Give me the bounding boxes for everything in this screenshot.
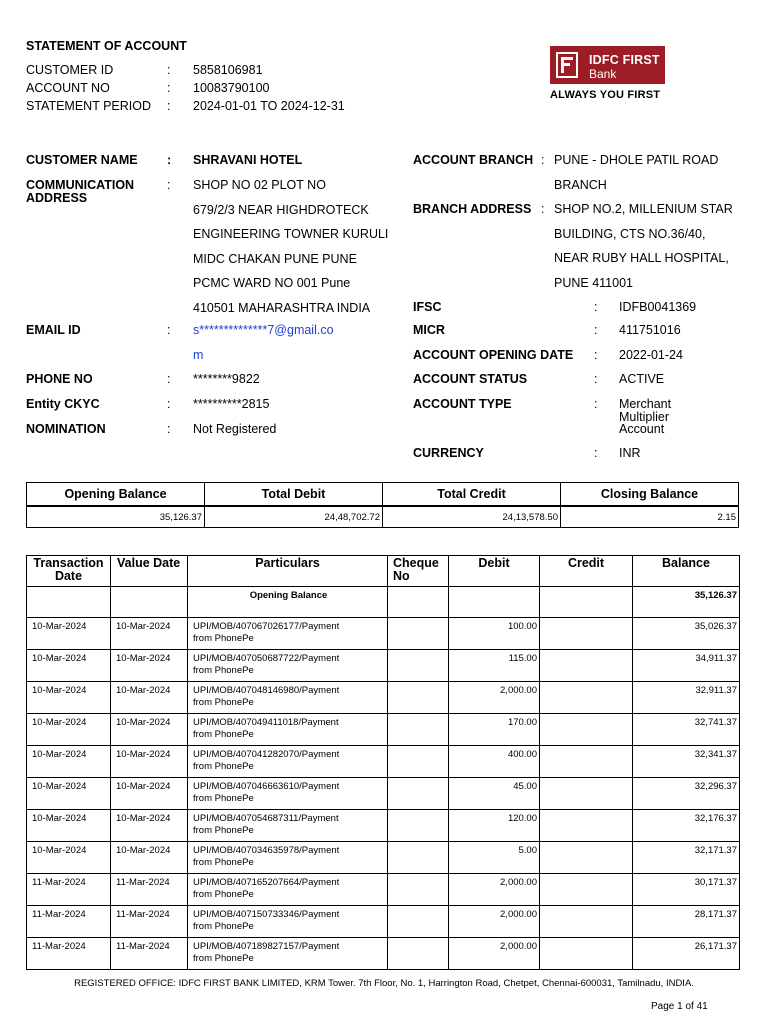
value-date: 10-Mar-2024 — [111, 810, 188, 842]
debit-amount: 2,000.00 — [449, 906, 540, 938]
balance-amount: 32,176.37 — [633, 810, 740, 842]
table-row — [27, 842, 740, 874]
colon: : — [167, 81, 171, 95]
particulars — [188, 746, 388, 778]
summary-values-row — [27, 506, 739, 528]
value-date: 10-Mar-2024 — [111, 682, 188, 714]
value-date: 10-Mar-2024 — [111, 714, 188, 746]
colon: : — [167, 153, 172, 167]
colon: : — [167, 323, 171, 337]
col-header-cheque-no: Cheque No — [388, 556, 449, 587]
statement-title: STATEMENT OF ACCOUNT — [26, 39, 187, 53]
cheque-no — [388, 746, 449, 778]
particulars-line: from PhonePe — [193, 857, 254, 868]
transaction-date: 10-Mar-2024 — [27, 618, 111, 650]
statement-period-row — [26, 99, 406, 117]
address-line: 410501 MAHARASHTRA INDIA — [193, 300, 371, 315]
transactions-table — [26, 555, 740, 970]
cheque-no — [388, 714, 449, 746]
micr-label: MICR — [413, 323, 445, 337]
debit-amount: 45.00 — [449, 778, 540, 810]
particulars-line: UPI/MOB/407048146980/Payment — [193, 685, 340, 696]
branch-address-line: BUILDING, CTS NO.36/40, — [554, 226, 706, 241]
particulars-line: UPI/MOB/407165207664/Payment — [193, 877, 340, 888]
particulars-line: from PhonePe — [193, 825, 254, 836]
debit-amount: 400.00 — [449, 746, 540, 778]
branch-address-value — [554, 197, 733, 295]
debit-amount: 170.00 — [449, 714, 540, 746]
credit-amount — [540, 938, 633, 970]
communication-address-value — [193, 173, 388, 320]
address-line: PCMC WARD NO 001 Pune — [193, 276, 351, 290]
nomination-value: Not Registered — [193, 422, 277, 436]
debit-amount: 2,000.00 — [449, 874, 540, 906]
transaction-date: 10-Mar-2024 — [27, 682, 111, 714]
transaction-date: 10-Mar-2024 — [27, 714, 111, 746]
debit-amount: 120.00 — [449, 810, 540, 842]
bank-logo-subname: Bank — [589, 67, 617, 81]
cell-empty — [111, 587, 188, 618]
account-no-row — [26, 81, 406, 99]
summary-header-credit: Total Credit — [383, 483, 561, 507]
credit-amount — [540, 650, 633, 682]
branch-line: BRANCH — [554, 177, 607, 192]
particulars-line: from PhonePe — [193, 889, 254, 900]
cheque-no — [388, 874, 449, 906]
opening-balance-label: Opening Balance — [188, 587, 388, 618]
ifsc-value: IDFB0041369 — [619, 300, 697, 314]
summary-total-debit: 24,48,702.72 — [205, 506, 383, 528]
particulars-line: from PhonePe — [193, 633, 254, 644]
particulars-line: UPI/MOB/407054687311/Payment — [193, 813, 339, 824]
email-line[interactable]: s**************7@gmail.co — [193, 323, 334, 337]
branch-line: PUNE - DHOLE PATIL ROAD — [554, 153, 719, 167]
cell-empty — [388, 587, 449, 618]
col-header-value-date: Value Date — [111, 556, 188, 587]
particulars — [188, 650, 388, 682]
colon: : — [167, 397, 171, 411]
communication-address-label — [26, 179, 134, 205]
transaction-date: 10-Mar-2024 — [27, 650, 111, 682]
email-value[interactable] — [193, 318, 334, 367]
account-branch-label: ACCOUNT BRANCH — [413, 153, 534, 167]
particulars-line: UPI/MOB/407046663610/Payment — [193, 781, 340, 792]
address-line: 679/2/3 NEAR HIGHDROTECK — [193, 202, 369, 217]
particulars-line: UPI/MOB/407189827157/Payment — [193, 941, 340, 952]
colon: : — [167, 372, 171, 386]
particulars-line: from PhonePe — [193, 761, 254, 772]
colon: : — [594, 300, 598, 314]
account-no-value: 10083790100 — [193, 81, 270, 95]
credit-amount — [540, 810, 633, 842]
address-line: SHOP NO 02 PLOT NO — [193, 178, 326, 192]
ckyc-value: **********2815 — [193, 397, 270, 411]
credit-amount — [540, 842, 633, 874]
summary-header-debit: Total Debit — [205, 483, 383, 507]
value-date: 10-Mar-2024 — [111, 842, 188, 874]
value-date: 11-Mar-2024 — [111, 938, 188, 970]
colon: : — [167, 63, 171, 77]
summary-header-opening: Opening Balance — [27, 483, 205, 507]
balance-amount: 26,171.37 — [633, 938, 740, 970]
communication-address-label-line: ADDRESS — [26, 191, 88, 205]
transactions-header-row — [27, 556, 740, 587]
particulars-line: UPI/MOB/407041282070/Payment — [193, 749, 340, 760]
credit-amount — [540, 778, 633, 810]
col-header-debit: Debit — [449, 556, 540, 587]
value-date: 11-Mar-2024 — [111, 906, 188, 938]
account-type-label: ACCOUNT TYPE — [413, 397, 512, 411]
table-row — [27, 714, 740, 746]
debit-amount: 2,000.00 — [449, 682, 540, 714]
phone-value: ********9822 — [193, 372, 260, 386]
particulars — [188, 810, 388, 842]
summary-total-credit: 24,13,578.50 — [383, 506, 561, 528]
transaction-date: 11-Mar-2024 — [27, 938, 111, 970]
balance-amount: 32,171.37 — [633, 842, 740, 874]
opening-balance-value: 35,126.37 — [633, 587, 740, 618]
particulars-line: UPI/MOB/407049411018/Payment — [193, 717, 339, 728]
colon: : — [594, 397, 598, 411]
value-date: 10-Mar-2024 — [111, 746, 188, 778]
account-type-line: Multiplier — [619, 409, 670, 424]
account-status-value: ACTIVE — [619, 372, 665, 386]
col-header-particulars: Particulars — [188, 556, 388, 587]
currency-label: CURRENCY — [413, 446, 484, 460]
value-date: 10-Mar-2024 — [111, 650, 188, 682]
account-branch-value — [554, 148, 718, 197]
particulars — [188, 906, 388, 938]
particulars-line: UPI/MOB/407150733346/Payment — [193, 909, 340, 920]
balance-amount: 32,911.37 — [633, 682, 740, 714]
credit-amount — [540, 906, 633, 938]
colon: : — [594, 446, 598, 460]
transaction-date: 10-Mar-2024 — [27, 842, 111, 874]
address-line: ENGINEERING TOWNER KURULI — [193, 227, 389, 241]
balance-amount: 32,741.37 — [633, 714, 740, 746]
particulars — [188, 938, 388, 970]
transaction-date: 10-Mar-2024 — [27, 746, 111, 778]
particulars — [188, 618, 388, 650]
cheque-no — [388, 810, 449, 842]
bank-logo-name: IDFC FIRST — [589, 53, 660, 67]
colon: : — [541, 153, 545, 167]
particulars-line: from PhonePe — [193, 921, 254, 932]
colon: : — [594, 348, 598, 362]
branch-address-line: PUNE 411001 — [554, 275, 633, 290]
colon: : — [167, 99, 171, 113]
table-row — [27, 874, 740, 906]
credit-amount — [540, 618, 633, 650]
summary-closing-balance: 2.15 — [561, 506, 739, 528]
micr-value: 411751016 — [619, 323, 681, 337]
table-row — [27, 682, 740, 714]
table-row — [27, 906, 740, 938]
balance-amount: 35,026.37 — [633, 618, 740, 650]
account-type-line: Merchant — [619, 397, 672, 411]
account-opening-date-label: ACCOUNT OPENING DATE — [413, 348, 574, 362]
cell-empty — [27, 587, 111, 618]
account-status-label: ACCOUNT STATUS — [413, 372, 528, 386]
table-row — [27, 746, 740, 778]
colon: : — [167, 422, 171, 436]
branch-address-label: BRANCH ADDRESS — [413, 202, 532, 216]
cheque-no — [388, 938, 449, 970]
balance-amount: 32,296.37 — [633, 778, 740, 810]
colon: : — [594, 372, 598, 386]
summary-header-closing: Closing Balance — [561, 483, 739, 507]
table-row — [27, 650, 740, 682]
customer-id-row — [26, 63, 406, 81]
currency-value: INR — [619, 446, 641, 460]
bank-logo-icon — [556, 52, 578, 78]
credit-amount — [540, 874, 633, 906]
branch-address-line: NEAR RUBY HALL HOSPITAL, — [554, 251, 729, 265]
account-type-value — [619, 398, 671, 436]
credit-amount — [540, 746, 633, 778]
col-header-balance: Balance — [633, 556, 740, 587]
cheque-no — [388, 650, 449, 682]
table-row — [27, 938, 740, 970]
summary-header-row — [27, 483, 739, 507]
colon: : — [594, 323, 598, 337]
nomination-label: NOMINATION — [26, 422, 106, 436]
balance-amount: 32,341.37 — [633, 746, 740, 778]
branch-address-line: SHOP NO.2, MILLENIUM STAR — [554, 202, 733, 216]
cheque-no — [388, 906, 449, 938]
debit-amount: 5.00 — [449, 842, 540, 874]
table-row — [27, 810, 740, 842]
table-row — [27, 778, 740, 810]
balance-amount: 34,911.37 — [633, 650, 740, 682]
transaction-date: 11-Mar-2024 — [27, 874, 111, 906]
ckyc-label: Entity CKYC — [26, 397, 100, 411]
colon: : — [541, 202, 545, 216]
debit-amount: 115.00 — [449, 650, 540, 682]
debit-amount: 2,000.00 — [449, 938, 540, 970]
bank-tagline: ALWAYS YOU FIRST — [550, 89, 661, 101]
particulars-line: UPI/MOB/407067026177/Payment — [193, 621, 340, 632]
account-type-line: Account — [619, 422, 665, 436]
statement-period-value: 2024-01-01 TO 2024-12-31 — [193, 99, 345, 113]
credit-amount — [540, 714, 633, 746]
particulars-line: from PhonePe — [193, 665, 254, 676]
transaction-date: 10-Mar-2024 — [27, 778, 111, 810]
col-header-transaction-date: Transaction Date — [27, 556, 111, 587]
transaction-date: 11-Mar-2024 — [27, 906, 111, 938]
account-opening-date-value: 2022-01-24 — [619, 348, 683, 362]
customer-name-value: SHRAVANI HOTEL — [193, 153, 303, 167]
particulars — [188, 842, 388, 874]
ifsc-label: IFSC — [413, 300, 442, 314]
email-line[interactable]: m — [193, 347, 204, 362]
particulars-line: from PhonePe — [193, 697, 254, 708]
particulars — [188, 714, 388, 746]
account-no-label: ACCOUNT NO — [26, 81, 110, 95]
debit-amount: 100.00 — [449, 618, 540, 650]
balance-amount: 30,171.37 — [633, 874, 740, 906]
table-row — [27, 618, 740, 650]
summary-opening-balance: 35,126.37 — [27, 506, 205, 528]
cell-empty — [449, 587, 540, 618]
customer-id-value: 5858106981 — [193, 63, 263, 77]
cell-empty — [540, 587, 633, 618]
customer-name-label: CUSTOMER NAME — [26, 153, 138, 167]
address-line: MIDC CHAKAN PUNE PUNE — [193, 251, 357, 266]
value-date: 10-Mar-2024 — [111, 778, 188, 810]
particulars-line: UPI/MOB/407050687722/Payment — [193, 653, 340, 664]
particulars — [188, 778, 388, 810]
value-date: 10-Mar-2024 — [111, 618, 188, 650]
transaction-date: 10-Mar-2024 — [27, 810, 111, 842]
value-date: 11-Mar-2024 — [111, 874, 188, 906]
particulars-line: from PhonePe — [193, 793, 254, 804]
cheque-no — [388, 682, 449, 714]
balance-amount: 28,171.37 — [633, 906, 740, 938]
registered-office-footer: REGISTERED OFFICE: IDFC FIRST BANK LIMITED, KRM Tower. 7th Floor, No. 1, Harrington Road, Chetpet, Chennai-600031, Tamilnadu, INDIA. — [74, 978, 694, 989]
cheque-no — [388, 618, 449, 650]
opening-balance-row — [27, 587, 740, 618]
phone-label: PHONE NO — [26, 372, 93, 386]
particulars — [188, 874, 388, 906]
particulars — [188, 682, 388, 714]
balance-summary-table — [26, 482, 739, 528]
cheque-no — [388, 778, 449, 810]
credit-amount — [540, 682, 633, 714]
email-label: EMAIL ID — [26, 323, 81, 337]
col-header-credit: Credit — [540, 556, 633, 587]
customer-id-label: CUSTOMER ID — [26, 63, 114, 77]
particulars-line: UPI/MOB/407034635978/Payment — [193, 845, 340, 856]
colon: : — [167, 178, 171, 192]
particulars-line: from PhonePe — [193, 953, 254, 964]
page-number: Page 1 of 41 — [651, 1001, 708, 1012]
cheque-no — [388, 842, 449, 874]
statement-period-label: STATEMENT PERIOD — [26, 99, 152, 113]
communication-address-label-line: COMMUNICATION — [26, 178, 135, 192]
particulars-line: from PhonePe — [193, 729, 254, 740]
